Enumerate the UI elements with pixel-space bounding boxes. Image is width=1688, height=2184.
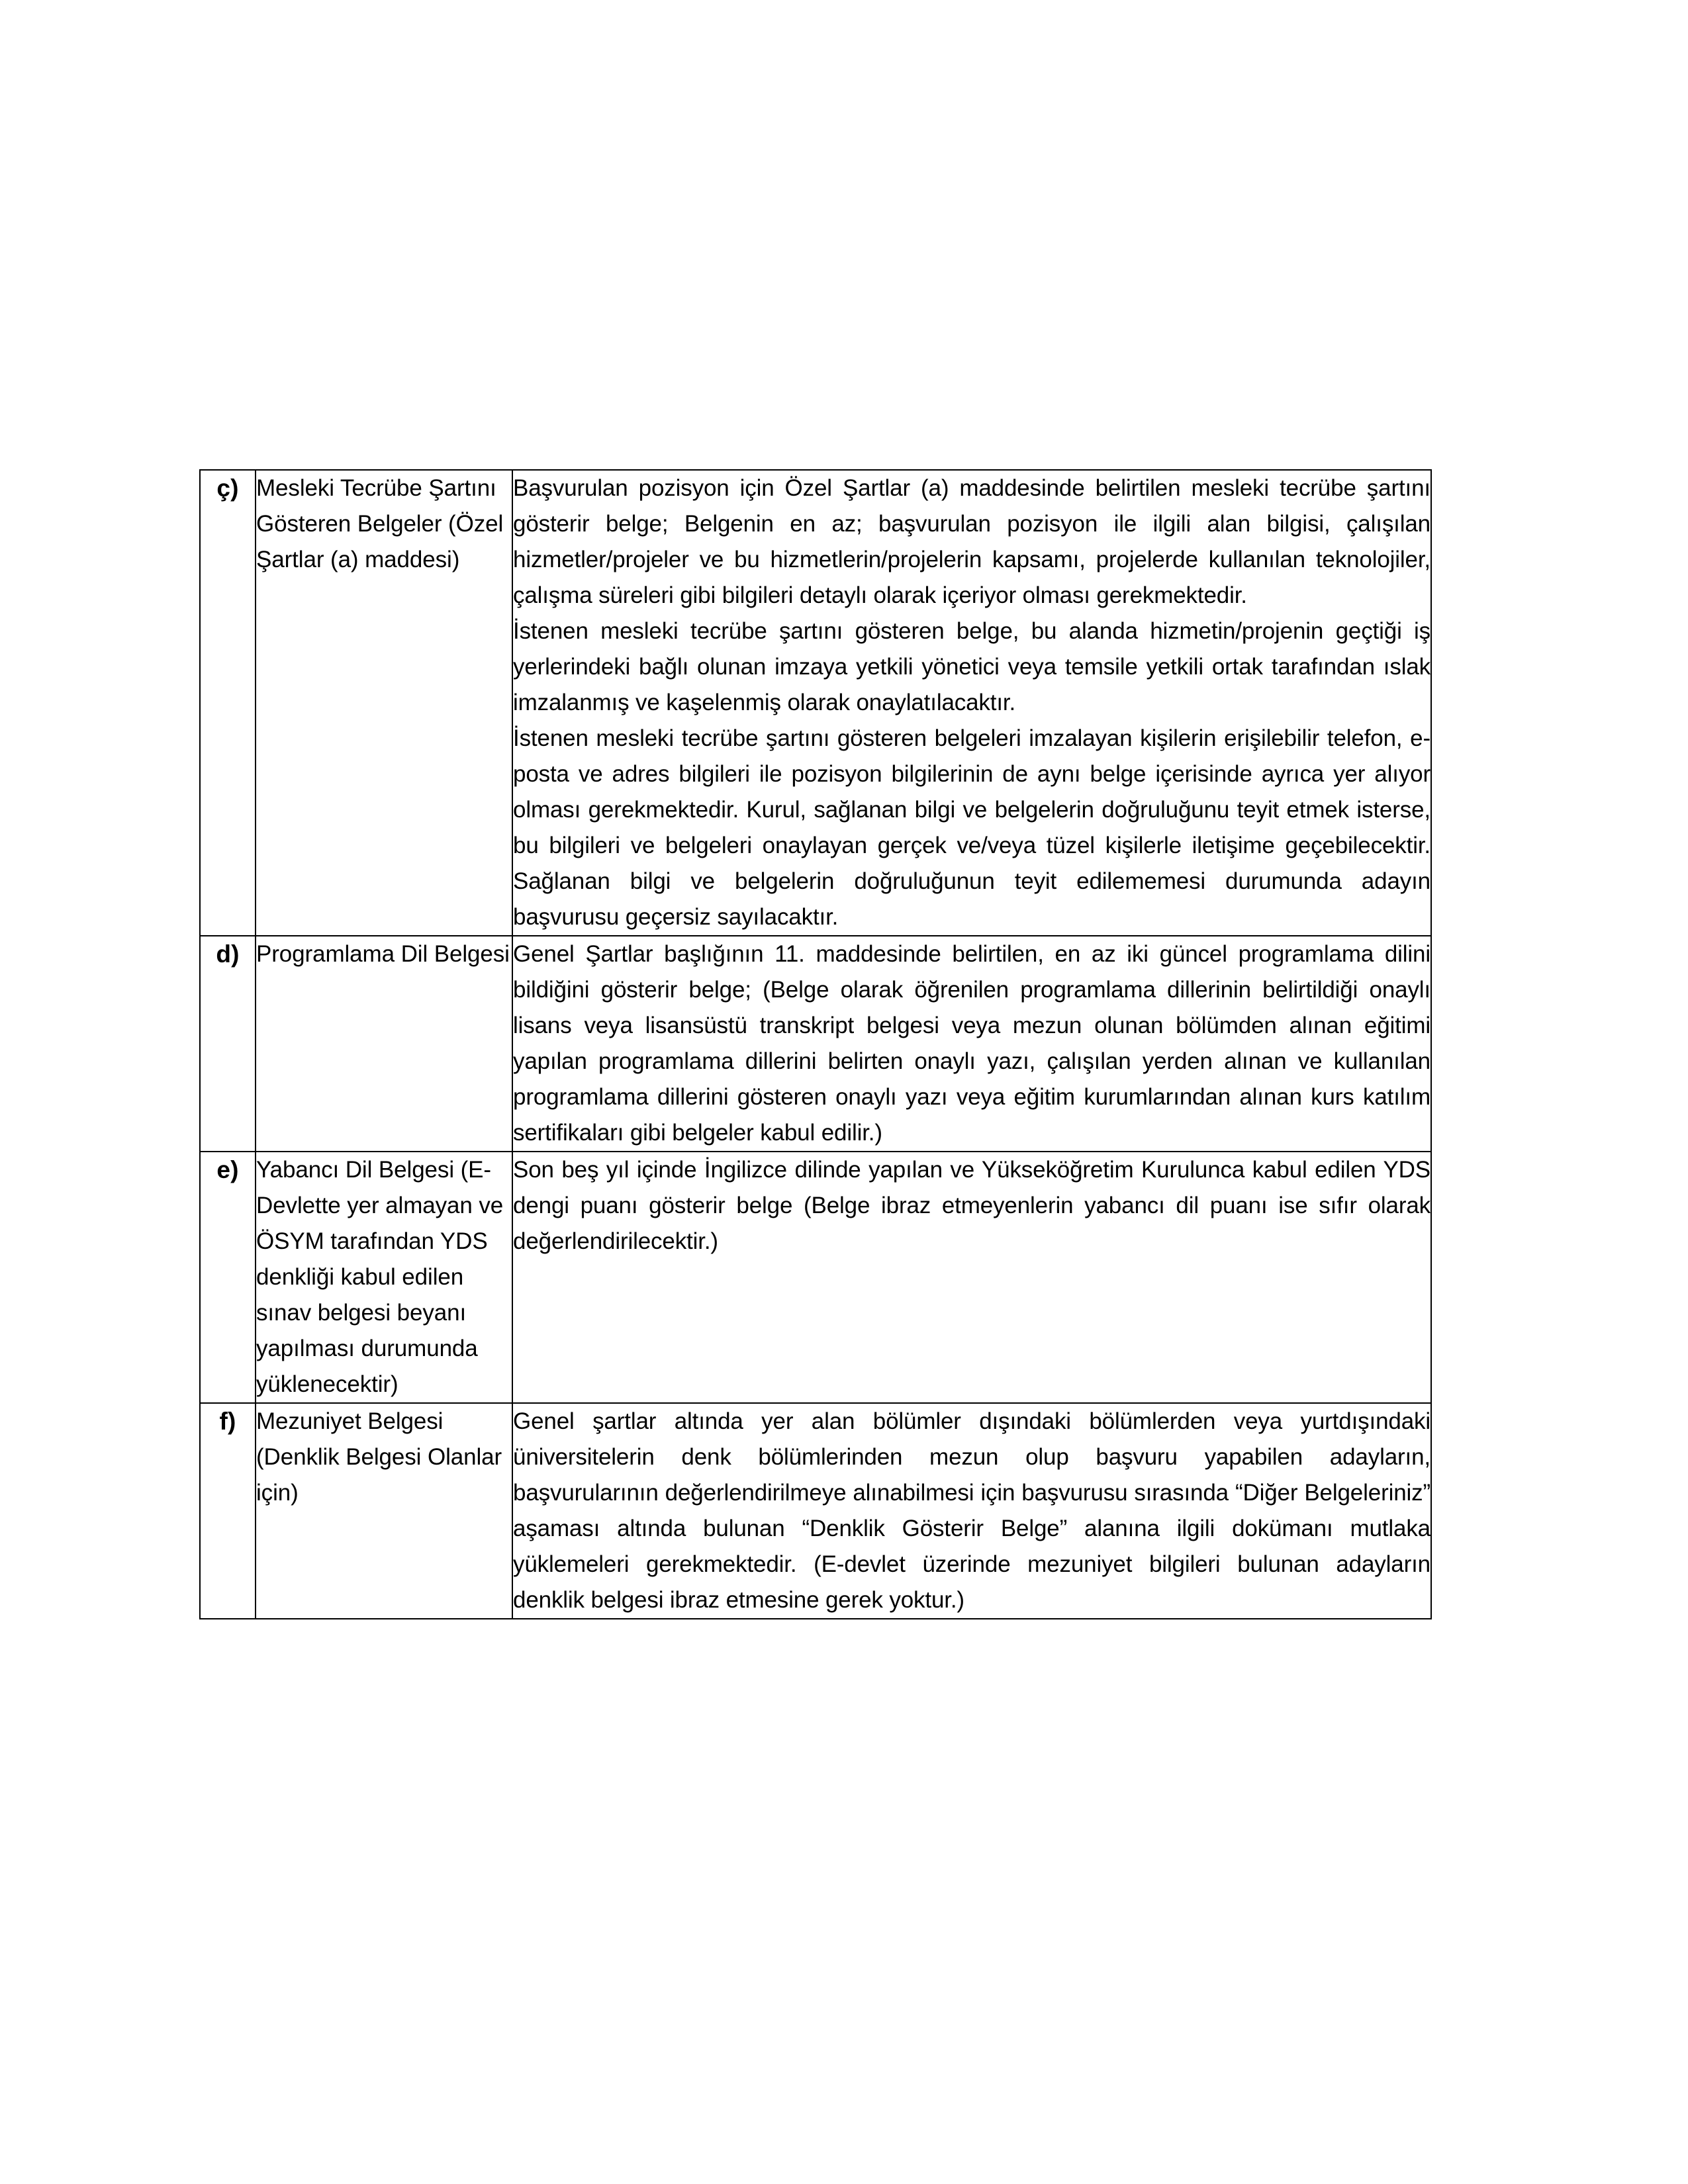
description-paragraph: İstenen mesleki tecrübe şartını gösteren belgeleri imzalayan kişilerin erişilebilir telefon, e-posta ve adres bilgileri ile pozisyon bilgilerinin de aynı belge içerisinde ayrıca yer alıyor olması gerekmektedir. Kurul, sağlanan bilgi ve belgelerin doğruluğunu teyit etmek isterse, bu bilgileri ve belgeleri onaylayan gerçek ve/veya tüzel kişilerle iletişime geçebilecektir. Sağlanan bilgi ve belgelerin doğruluğunun teyit edilememesi durumunda adayın başvurusu geçersiz sayılacaktır. bbox=[513, 725, 1430, 930]
row-name-cell bbox=[256, 936, 512, 1152]
description-paragraph: Son beş yıl içinde İngilizce dilinde yapılan ve Yükseköğretim Kurulunca kabul edilen YDS dengi puanı gösterir belge (Belge ibraz etmeyenlerin yabancı dil puanı ise sıfır olarak değerlendirilecektir.) bbox=[513, 1157, 1430, 1254]
row-name-cell bbox=[256, 1403, 512, 1619]
description-paragraph: Başvurulan pozisyon için Özel Şartlar (a) maddesinde belirtilen mesleki tecrübe şartını gösterir belge; Belgenin en az; başvurulan pozisyon ile ilgili alan bilgisi, çalışılan hizmetler/projeler ve bu hizmetlerin/projelerin kapsamı, projelerde kullanılan teknolojiler, çalışma süreleri gibi bilgileri detaylı olarak içeriyor olması gerekmektedir. bbox=[513, 475, 1430, 608]
row-letter: ç) bbox=[216, 475, 239, 502]
table-row bbox=[200, 936, 1431, 1152]
description-paragraph: Genel Şartlar başlığının 11. maddesinde belirtilen, en az iki güncel programlama dilini bildiğini gösterir belge; (Belge olarak öğrenilen programlama dillerinin belirtildiği onaylı lisans veya lisansüstü transkript belgesi veya mezun olunan bölümden alınan eğitimi yapılan programlama dillerini belirten onaylı yazı, çalışılan yerden alınan ve kullanılan programlama dillerini gösteren onaylı yazı veya eğitim kurumlarından alınan kurs katılım sertifikaları gibi belgeler kabul edilir.) bbox=[513, 941, 1430, 1146]
row-letter-cell bbox=[200, 1403, 256, 1619]
document-name: Mesleki Tecrübe Şartını Gösteren Belgeler (Özel Şartlar (a) maddesi) bbox=[256, 475, 504, 572]
row-name-cell bbox=[256, 470, 512, 936]
table-body bbox=[200, 470, 1431, 1619]
row-letter-cell bbox=[200, 470, 256, 936]
table-row bbox=[200, 1152, 1431, 1403]
row-name-cell bbox=[256, 1152, 512, 1403]
document-name: Yabancı Dil Belgesi (E-Devlette yer almayan ve ÖSYM tarafından YDS denkliği kabul edilen sınav belgesi beyanı yapılması durumunda yüklenecektir) bbox=[256, 1157, 504, 1397]
row-description-cell bbox=[512, 936, 1431, 1152]
document-name: Mezuniyet Belgesi (Denklik Belgesi Olanlar için) bbox=[256, 1408, 502, 1506]
document-name: Programlama Dil Belgesi bbox=[256, 941, 510, 967]
table-row bbox=[200, 1403, 1431, 1619]
row-letter-cell bbox=[200, 936, 256, 1152]
description-paragraph: Genel şartlar altında yer alan bölümler dışındaki bölümlerden veya yurtdışındaki üniversitelerin denk bölümlerinden mezun olup başvuru yapabilen adayların, başvurularının değerlendirilmeye alınabilmesi için başvurusu sırasında “Diğer Belgeleriniz” aşaması altında bulunan “Denklik Gösterir Belge” alanına ilgili dokümanı mutlaka yüklemeleri gerekmektedir. (E-devlet üzerinde mezuniyet bilgileri bulunan adayların denklik belgesi ibraz etmesine gerek yoktur.) bbox=[513, 1408, 1430, 1613]
table-row bbox=[200, 470, 1431, 936]
row-description-cell bbox=[512, 470, 1431, 936]
row-letter: f) bbox=[219, 1408, 236, 1435]
description-paragraph: İstenen mesleki tecrübe şartını gösteren belge, bu alanda hizmetin/projenin geçtiği iş yerlerindeki bağlı olunan imzaya yetkili yönetici veya temsile yetkili ortak tarafından ıslak imzalanmış ve kaşelenmiş olarak onaylatılacaktır. bbox=[513, 618, 1430, 715]
row-description-cell bbox=[512, 1403, 1431, 1619]
row-letter: e) bbox=[216, 1156, 239, 1183]
row-letter: d) bbox=[216, 940, 240, 968]
row-letter-cell bbox=[200, 1152, 256, 1403]
row-description-cell bbox=[512, 1152, 1431, 1403]
requirements-table bbox=[199, 469, 1432, 1619]
